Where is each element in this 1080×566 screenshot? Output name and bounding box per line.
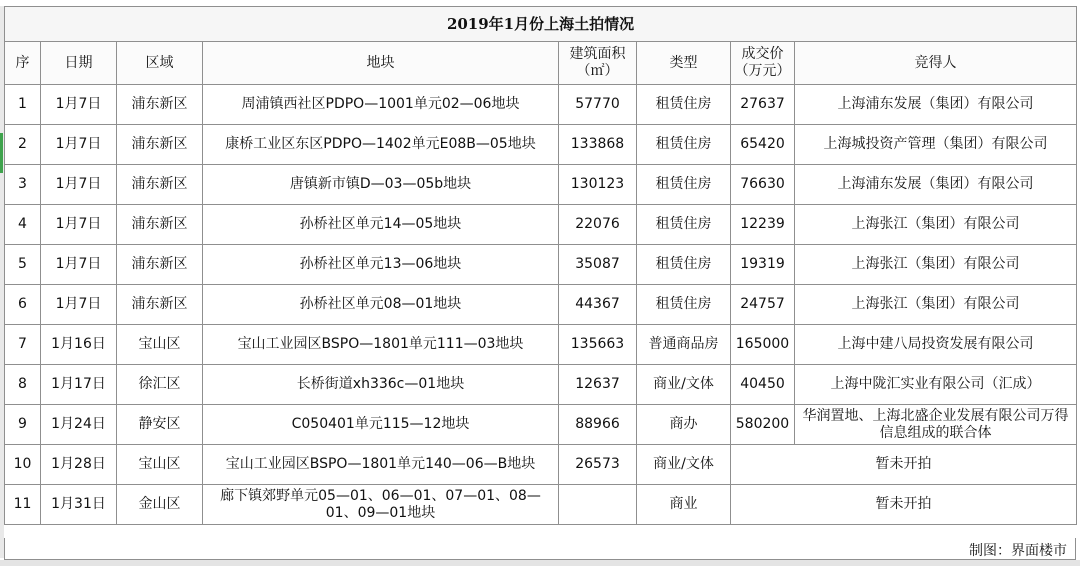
selected-row-marker <box>0 133 3 173</box>
table-row <box>5 405 1077 445</box>
cell-plot[interactable]: 周浦镇西社区PDPO—1001单元02—06地块 <box>203 85 559 125</box>
cell-price[interactable]: 76630 <box>731 165 795 205</box>
cell-price[interactable]: 12239 <box>731 205 795 245</box>
cell-area[interactable]: 135663 <box>559 325 637 365</box>
cell-plot[interactable]: 康桥工业区东区PDPO—1402单元E08B—05地块 <box>203 125 559 165</box>
sheet-bottom-bar <box>0 560 1080 566</box>
cell-area[interactable]: 22076 <box>559 205 637 245</box>
cell-area[interactable] <box>559 485 637 525</box>
cell-plot[interactable]: 宝山工业园区BSPO—1801单元140—06—B地块 <box>203 445 559 485</box>
cell-plot[interactable]: 长桥街道xh336c—01地块 <box>203 365 559 405</box>
cell-plot[interactable]: 廊下镇郊野单元05—01、06—01、07—01、08—01、09—01地块 <box>203 485 559 525</box>
cell-status[interactable]: 暂未开拍 <box>731 485 1077 525</box>
header-seq[interactable]: 序 <box>5 42 41 85</box>
cell-plot[interactable]: 孙桥社区单元14—05地块 <box>203 205 559 245</box>
cell-price[interactable]: 24757 <box>731 285 795 325</box>
table-row <box>5 165 1077 205</box>
cell-type[interactable]: 商业 <box>637 485 731 525</box>
cell-price[interactable]: 65420 <box>731 125 795 165</box>
cell-region[interactable]: 浦东新区 <box>117 125 203 165</box>
cell-type[interactable]: 租赁住房 <box>637 205 731 245</box>
cell-area[interactable]: 57770 <box>559 85 637 125</box>
cell-seq[interactable]: 11 <box>5 485 41 525</box>
cell-type[interactable]: 商业/文体 <box>637 365 731 405</box>
cell-date[interactable]: 1月17日 <box>41 365 117 405</box>
cell-seq[interactable]: 8 <box>5 365 41 405</box>
cell-winner[interactable]: 上海中建八局投资发展有限公司 <box>795 325 1077 365</box>
cell-region[interactable]: 静安区 <box>117 405 203 445</box>
cell-winner[interactable]: 上海中陇汇实业有限公司（汇成） <box>795 365 1077 405</box>
table-row <box>5 205 1077 245</box>
cell-seq[interactable]: 2 <box>5 125 41 165</box>
footer-row <box>4 538 1076 560</box>
cell-winner[interactable]: 上海浦东发展（集团）有限公司 <box>795 85 1077 125</box>
cell-date[interactable]: 1月24日 <box>41 405 117 445</box>
cell-region[interactable]: 浦东新区 <box>117 245 203 285</box>
cell-area[interactable]: 130123 <box>559 165 637 205</box>
cell-date[interactable]: 1月7日 <box>41 85 117 125</box>
table-row <box>5 85 1077 125</box>
cell-price[interactable]: 19319 <box>731 245 795 285</box>
cell-plot[interactable]: 孙桥社区单元13—06地块 <box>203 245 559 285</box>
cell-seq[interactable]: 9 <box>5 405 41 445</box>
cell-seq[interactable]: 1 <box>5 85 41 125</box>
cell-seq[interactable]: 10 <box>5 445 41 485</box>
cell-winner[interactable]: 上海张江（集团）有限公司 <box>795 245 1077 285</box>
cell-winner[interactable]: 上海张江（集团）有限公司 <box>795 285 1077 325</box>
footer-credit: 制图：界面楼市 <box>969 543 1067 559</box>
cell-type[interactable]: 商办 <box>637 405 731 445</box>
cell-type[interactable]: 租赁住房 <box>637 125 731 165</box>
title-row <box>5 7 1077 42</box>
table-row <box>5 485 1077 525</box>
cell-plot[interactable]: C050401单元115—12地块 <box>203 405 559 445</box>
cell-price[interactable]: 165000 <box>731 325 795 365</box>
cell-type[interactable]: 租赁住房 <box>637 285 731 325</box>
header-date[interactable]: 日期 <box>41 42 117 85</box>
cell-date[interactable]: 1月28日 <box>41 445 117 485</box>
cell-region[interactable]: 浦东新区 <box>117 85 203 125</box>
cell-type[interactable]: 租赁住房 <box>637 245 731 285</box>
header-area[interactable]: 建筑面积（㎡） <box>559 42 637 85</box>
cell-region[interactable]: 金山区 <box>117 485 203 525</box>
cell-area[interactable]: 133868 <box>559 125 637 165</box>
header-winner[interactable]: 竞得人 <box>795 42 1077 85</box>
cell-date[interactable]: 1月7日 <box>41 205 117 245</box>
cell-area[interactable]: 26573 <box>559 445 637 485</box>
header-region[interactable]: 区域 <box>117 42 203 85</box>
cell-winner[interactable]: 上海张江（集团）有限公司 <box>795 205 1077 245</box>
cell-date[interactable]: 1月31日 <box>41 485 117 525</box>
cell-plot[interactable]: 唐镇新市镇D—03—05b地块 <box>203 165 559 205</box>
cell-plot[interactable]: 宝山工业园区BSPO—1801单元111—03地块 <box>203 325 559 365</box>
cell-area[interactable]: 35087 <box>559 245 637 285</box>
cell-seq[interactable]: 5 <box>5 245 41 285</box>
header-plot[interactable]: 地块 <box>203 42 559 85</box>
cell-type[interactable]: 普通商品房 <box>637 325 731 365</box>
header-type[interactable]: 类型 <box>637 42 731 85</box>
table-row <box>5 285 1077 325</box>
cell-region[interactable]: 浦东新区 <box>117 205 203 245</box>
cell-seq[interactable]: 7 <box>5 325 41 365</box>
header-row <box>5 42 1077 85</box>
cell-region[interactable]: 徐汇区 <box>117 365 203 405</box>
land-auction-table <box>4 6 1077 525</box>
table-row <box>5 325 1077 365</box>
cell-price[interactable]: 27637 <box>731 85 795 125</box>
table-row <box>5 365 1077 405</box>
table-row <box>5 445 1077 485</box>
cell-price[interactable]: 580200 <box>731 405 795 445</box>
cell-area[interactable]: 88966 <box>559 405 637 445</box>
cell-winner[interactable]: 上海城投资产管理（集团）有限公司 <box>795 125 1077 165</box>
cell-area[interactable]: 44367 <box>559 285 637 325</box>
cell-region[interactable]: 宝山区 <box>117 325 203 365</box>
cell-type[interactable]: 租赁住房 <box>637 85 731 125</box>
cell-date[interactable]: 1月7日 <box>41 285 117 325</box>
cell-date[interactable]: 1月7日 <box>41 125 117 165</box>
cell-winner[interactable]: 华润置地、上海北盛企业发展有限公司万得信息组成的联合体 <box>795 405 1077 445</box>
cell-date[interactable]: 1月16日 <box>41 325 117 365</box>
cell-area[interactable]: 12637 <box>559 365 637 405</box>
cell-plot[interactable]: 孙桥社区单元08—01地块 <box>203 285 559 325</box>
cell-seq[interactable]: 3 <box>5 165 41 205</box>
table-row <box>5 125 1077 165</box>
cell-status[interactable]: 暂未开拍 <box>731 445 1077 485</box>
cell-date[interactable]: 1月7日 <box>41 245 117 285</box>
cell-date[interactable]: 1月7日 <box>41 165 117 205</box>
cell-winner[interactable]: 上海浦东发展（集团）有限公司 <box>795 165 1077 205</box>
cell-region[interactable]: 宝山区 <box>117 445 203 485</box>
cell-type[interactable]: 商业/文体 <box>637 445 731 485</box>
cell-region[interactable]: 浦东新区 <box>117 165 203 205</box>
header-price[interactable]: 成交价（万元） <box>731 42 795 85</box>
table-title[interactable]: 2019年1月份上海土拍情况 <box>5 7 1077 42</box>
cell-seq[interactable]: 4 <box>5 205 41 245</box>
cell-region[interactable]: 浦东新区 <box>117 285 203 325</box>
cell-seq[interactable]: 6 <box>5 285 41 325</box>
cell-type[interactable]: 租赁住房 <box>637 165 731 205</box>
table-row <box>5 245 1077 285</box>
cell-price[interactable]: 40450 <box>731 365 795 405</box>
